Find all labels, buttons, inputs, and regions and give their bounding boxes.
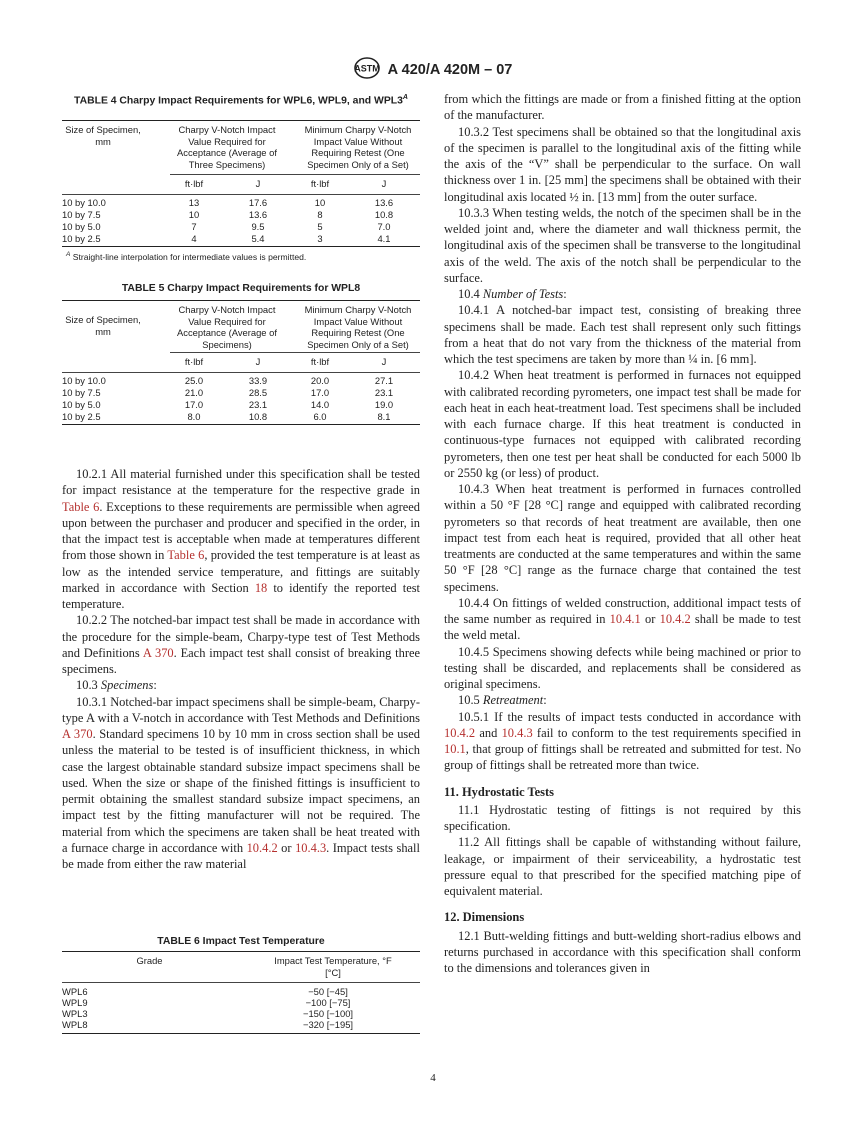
table5-cell: 19.0: [374, 399, 394, 410]
text-run: 10.5.1 If the results of impact tests conducted in accordance with: [458, 709, 801, 724]
table-rule: [62, 246, 420, 247]
link-table-6[interactable]: Table 6: [62, 499, 100, 514]
table6-caption: TABLE 6 Impact Test Temperature: [157, 936, 325, 947]
table5-cell: 28.5: [248, 387, 268, 398]
text-run: , that group of fittings shall be retreated and submitted for test. No group of fittings shall be retreated more than twice.: [444, 742, 801, 773]
text-run: in. [13 mm] from the outer surface.: [578, 189, 758, 204]
text-run: 10.4: [458, 287, 483, 301]
table-rule: [62, 372, 420, 373]
table4-unit: ft·lbf: [184, 178, 204, 189]
text-run: 10.3: [76, 678, 101, 693]
subsection-title: Retreatment: [482, 693, 544, 708]
table4-cell: 10 by 2.5: [62, 233, 101, 244]
text-run: or: [277, 840, 296, 855]
table4-col3-header: Minimum Charpy V-Notch Impact Value Without Requiring Retest (One Specimen Only of a Set): [304, 124, 412, 170]
para-12-1: 12.1 Butt-welding fittings and butt-welding short-radius elbows and returns purchased in accordance with this specification shall conform to the dimensions and tolerances given in: [444, 928, 801, 975]
table-rule: [62, 1033, 420, 1034]
table-rule: [62, 951, 420, 952]
text-run: 10.2.2 The notched-bar impact test shall be made in accordance with the procedure for the simple-beam, Charpy-type test of Test Methods and Definitions: [62, 613, 420, 660]
table5-cell: 17.0: [184, 399, 204, 410]
table5-cell: 8.0: [187, 411, 201, 422]
text-run: to identify the reported test temperature.: [62, 580, 421, 611]
table4-footnote-text: Straight-line interpolation for intermediate values is permitted.: [72, 251, 307, 262]
table4-col1-header: Size of Specimen, mm: [65, 124, 141, 147]
table5-col3-header: Minimum Charpy V-Notch Impact Value Without Requiring Retest (One Specimen Only of a Set): [304, 304, 412, 350]
table5-cell: 14.0: [310, 399, 330, 410]
table4-cell: 7.0: [377, 221, 391, 232]
table6-cell: WPL9: [62, 997, 88, 1008]
para-continued: from which the fittings are made or from a finished fitting at the option of the manufacturer.: [444, 92, 801, 123]
table5-cell: 20.0: [310, 375, 330, 386]
link-section-18[interactable]: 18: [254, 580, 268, 595]
table6-cell: WPL3: [62, 1008, 88, 1019]
table-rule: [62, 982, 420, 983]
section-heading-12: 12. Dimensions: [444, 910, 525, 925]
text-run: , provided the test temperature is at least as low as the intended service temperature, and fittings are suitably marked in accordance with Section: [62, 548, 420, 595]
text-run: 10.5: [458, 693, 483, 708]
page-number: 4: [430, 1072, 436, 1084]
table4-caption-sup: A: [402, 94, 408, 101]
table6-cell: −150 [−100]: [302, 1008, 354, 1019]
link-a370[interactable]: A 370: [62, 727, 93, 741]
para-10-5: 10.5 Retreatment:: [458, 693, 547, 708]
table5-cell: 25.0: [184, 375, 204, 386]
table5-cell: 6.0: [313, 411, 327, 422]
table5-cell: 33.9: [248, 375, 268, 386]
link-10-1[interactable]: 10.1: [444, 742, 466, 756]
text-run: or: [640, 612, 660, 626]
link-10-4-2[interactable]: 10.4.2: [659, 612, 691, 626]
table4-cell: 8: [317, 209, 323, 220]
text-run: . Impact tests shall be made from either the raw material: [62, 840, 420, 871]
link-10-4-3[interactable]: 10.4.3: [501, 725, 533, 740]
table4-cell: 17.6: [248, 197, 268, 208]
table-rule: [62, 300, 420, 301]
table5-cell: 10 by 2.5: [62, 411, 101, 422]
table5-col1-header: Size of Specimen, mm: [65, 314, 141, 337]
table-rule: [62, 424, 420, 425]
text-run: 10.2.1 All material furnished under this specification shall be tested for impact resistance at the temperature for the respective grade in: [62, 467, 420, 498]
fraction: ¼: [688, 352, 698, 366]
para-10-5-1: [444, 709, 801, 774]
table5-unit: J: [381, 356, 387, 367]
text-run: 10.4.1 A notched-bar impact test, consisting of breaking three specimens shall be made. Each test shall represent only such fittings from a heat that do not vary from the thickness of the material from which the test specimens are taken by more than: [444, 303, 801, 366]
link-10-4-2[interactable]: 10.4.2: [444, 725, 476, 740]
table4-cell: 13: [188, 197, 200, 208]
table4-cell: 10: [314, 197, 326, 208]
table-rule: [62, 120, 420, 121]
table4-unit: J: [255, 178, 261, 189]
table6-cell: −50 [−45]: [308, 986, 348, 997]
text-run: 10.4.4 On fittings of welded construction, additional impact tests of the same number as required in: [444, 595, 801, 626]
table4-footnote-mark: A: [66, 251, 71, 258]
left-column-text: [62, 466, 420, 872]
table6-cell: −320 [−195]: [302, 1019, 354, 1030]
table5-caption: TABLE 5 Charpy Impact Requirements for WPL8: [121, 283, 361, 294]
table4-cell: 3: [317, 233, 323, 244]
para-11-2: 11.2 All fittings shall be capable of withstanding without failure, leakage, or impairment of their serviceability, a hydrostatic test pressure equal to that prescribed for the specified matching pipe of equivalent material.: [444, 835, 801, 898]
table5-unit: ft·lbf: [184, 356, 204, 367]
table4-cell: 4.1: [377, 233, 391, 244]
table4-caption-text: TABLE 4 Charpy Impact Requirements for WPL6, WPL9, and WPL3: [74, 95, 403, 107]
link-10-4-2[interactable]: 10.4.2: [246, 840, 278, 855]
svg-text:ASTM: ASTM: [353, 63, 380, 74]
para-10-4-3: 10.4.3 When heat treatment is performed in furnaces controlled within a 50 °F [28 °C] range and equipped with calibrated recording pyrometers so that records of heat treatment are available, then one impact test from each heat is required, provided that all other heat treatments are conducted at the same temperatures and within the same 50 °F [28 °C] range as the furnace charge that contained the test specimens.: [444, 482, 801, 594]
page-header: [0, 57, 866, 83]
table5-cell: 27.1: [374, 375, 394, 386]
para-11-1: 11.1 Hydrostatic testing of fittings is not required by this specification.: [444, 802, 801, 833]
table5-cell: 10 by 10.0: [62, 375, 106, 386]
table4-unit: ft·lbf: [310, 178, 330, 189]
subsection-title: Number of Tests: [482, 287, 564, 301]
table4-cell: 5.4: [251, 233, 265, 244]
para-10-3: 10.3 Specimens:: [76, 678, 157, 693]
table5-cell: 17.0: [310, 387, 330, 398]
para-10-3-3: 10.3.3 When testing welds, the notch of the specimen shall be in the welded joint and, where the diameter and wall thickness permit, the longitudinal axis of the specimen shall be transverse to the longitudinal axis of the weld. The axis of the notch shall be perpendicular to the surface.: [444, 205, 801, 285]
table4-cell: 13.6: [248, 209, 268, 220]
section-heading-11: 11. Hydrostatic Tests: [444, 784, 554, 799]
link-table-6[interactable]: Table 6: [167, 548, 205, 563]
para-10-4-1: [444, 302, 801, 367]
table5-cell: 23.1: [248, 399, 268, 410]
table4-cell: 10 by 10.0: [62, 197, 106, 208]
table5: [62, 300, 420, 430]
table5-cell: 8.1: [377, 411, 391, 422]
table6-cell: −100 [−75]: [305, 997, 351, 1008]
para-10-4: 10.4 Number of Tests:: [458, 287, 567, 301]
table6-col2-header: Impact Test Temperature, °F [°C]: [274, 955, 392, 978]
para-10-4-5: 10.4.5 Specimens showing defects while being machined or prior to testing shall be discarded, and replacements shall be considered as original specimens.: [444, 644, 801, 691]
table4-cell: 7: [191, 221, 197, 232]
table6: [62, 951, 420, 1037]
table5-cell: 10 by 7.5: [62, 387, 101, 398]
text-run: . Standard specimens 10 by 10 mm in cross section shall be used unless the material to be tested is of insufficient thickness, in which case the largest obtainable standard subsize impact specimens shall be used. When the size or shape of the finished fittings is insufficient to permit obtaining the smallest standard subsize impact specimens, an impact test by the fitting manufacturer will not be required. The material from which the specimens are taken shall be heat treated with a furnace charge in accordance with: [62, 727, 420, 855]
table5-cell: 21.0: [184, 387, 204, 398]
table4-cell: 13.6: [374, 197, 394, 208]
table4-caption: [62, 92, 420, 107]
para-10-4-4: [444, 595, 801, 644]
table4-footnote: [66, 251, 306, 262]
table4-cell: 9.5: [251, 221, 265, 232]
table4-cell: 10: [188, 209, 200, 220]
table-rule: [170, 174, 420, 175]
table4-cell: 5: [317, 221, 323, 232]
table4: [62, 120, 420, 260]
text-run: . Each impact test shall consist of breaking three specimens.: [62, 645, 421, 676]
table4-cell: 10.8: [374, 209, 394, 220]
table5-unit: ft·lbf: [310, 356, 330, 367]
text-run: 10.3.1 Notched-bar impact specimens shall be simple-beam, Charpy-type A with a V-notch in accordance with Test Methods and Definitions: [62, 694, 421, 725]
table4-cell: 4: [191, 233, 197, 244]
table5-unit: J: [255, 356, 261, 367]
table4-cell: 10 by 7.5: [62, 209, 101, 220]
table-rule: [170, 352, 420, 353]
fraction: ½: [569, 189, 579, 204]
table-rule: [62, 194, 420, 195]
link-10-4-3[interactable]: 10.4.3: [295, 840, 327, 855]
document-title: A 420/A 420M – 07: [387, 62, 513, 78]
subsection-title: Specimens: [100, 678, 154, 693]
table4-unit: J: [381, 178, 387, 189]
table6-cell: WPL8: [62, 1019, 88, 1030]
text-run: . Exceptions to these requirements are permissible when agreed upon between the purchaser and producer and specified in the order, in that the impact test is acceptable when made at temperatures different from those shown in: [62, 499, 420, 563]
table5-col2-header: Charpy V-Notch Impact Value Required for Acceptance (Average of Specimens): [177, 304, 277, 350]
para-10-4-2: 10.4.2 When heat treatment is performed in furnaces not equipped with calibrated recording pyrometers, one impact test shall be made for each heat in each heat-treatment load. Test specimens shall be included with each furnace charge. If this heat treatment is conducted in continuous-type furnaces not equipped with calibrated recording pyrometers, then one test per heat shall be conducted for each 5000 lb or 2550 kg (or less) of product.: [444, 368, 801, 480]
table6-cell: WPL6: [62, 986, 88, 997]
link-a370[interactable]: A 370: [142, 645, 174, 660]
table5-cell: 10.8: [248, 411, 268, 422]
para-10-3-1: [62, 694, 420, 873]
table5-cell: 23.1: [374, 387, 394, 398]
text-run: and: [475, 725, 502, 740]
text-run: fail to conform to the test requirements specified in: [532, 725, 802, 740]
right-column-text: [444, 91, 801, 976]
para-10-2-1: [62, 466, 420, 612]
text-run: 10.3.2 Test specimens shall be obtained so that the longitudinal axis of the specimen is parallel to the longitudinal axis of the fitting while the axis of the “V” shall be perpendicular to the surface. On wall thickness over 1 in. [25 mm] the specimens shall be obtained with their longitudinal axis located: [444, 124, 801, 204]
table6-col1-header: Grade: [136, 955, 163, 966]
astm-logo-icon: [354, 57, 380, 83]
table4-cell: 10 by 5.0: [62, 221, 101, 232]
link-10-4-1[interactable]: 10.4.1: [609, 612, 641, 626]
text-run: in. [6 mm].: [697, 352, 757, 366]
table4-col2-header: Charpy V-Notch Impact Value Required for Acceptance (Average of Three Specimens): [177, 124, 277, 170]
para-10-2-2: [62, 612, 420, 677]
table5-cell: 10 by 5.0: [62, 399, 101, 410]
text-run: shall be made to test the weld metal.: [444, 612, 801, 643]
para-10-3-2: [444, 124, 801, 205]
